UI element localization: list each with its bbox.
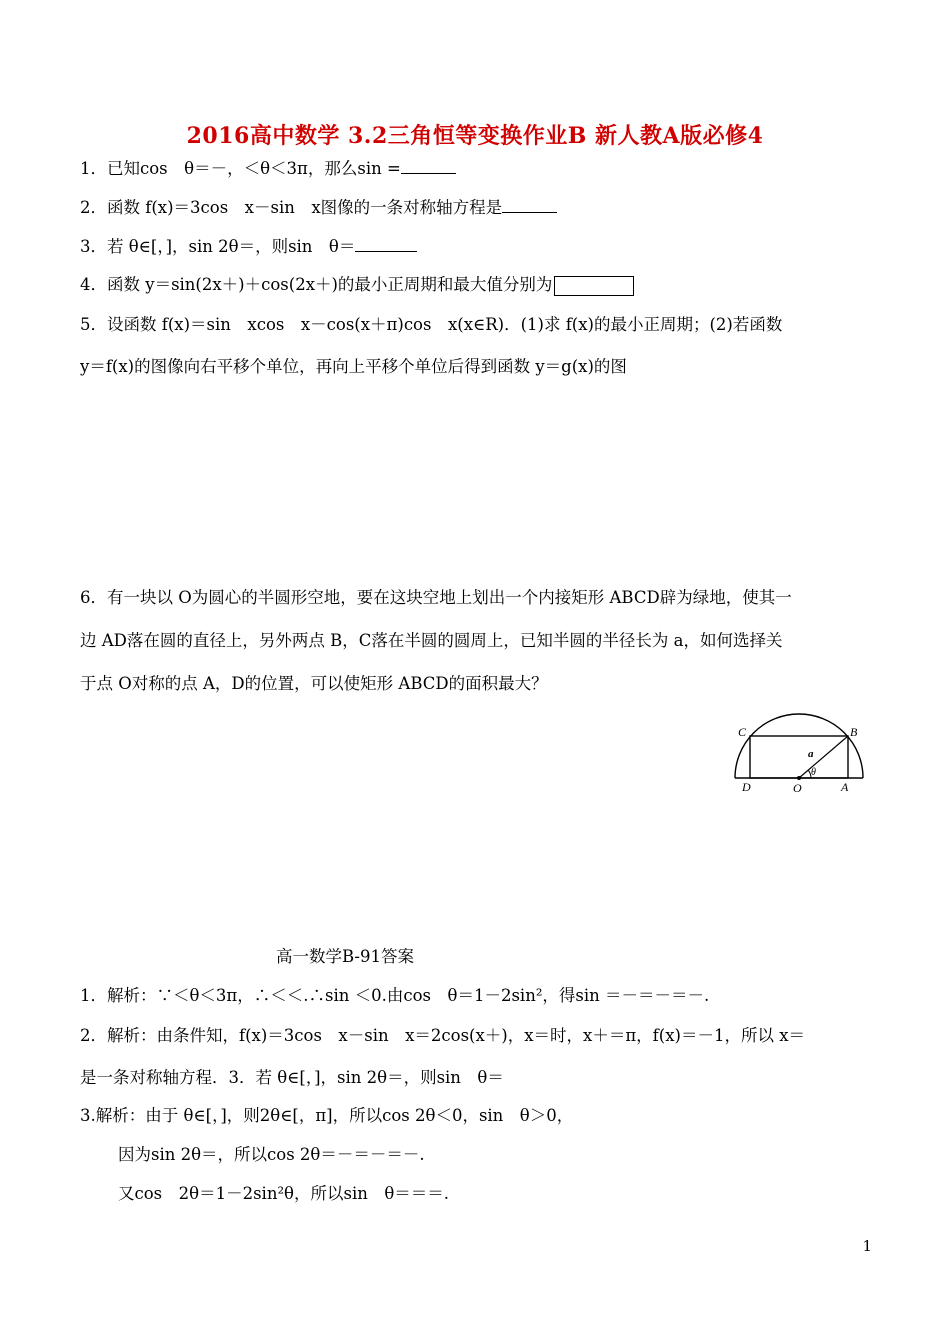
question-2-text: 2．函数 f(x)＝3cos x－sin x图像的一条对称轴方程是 bbox=[80, 198, 503, 217]
answer-blank bbox=[355, 237, 417, 252]
question-2 bbox=[80, 194, 557, 218]
semicircle-arc bbox=[735, 714, 863, 778]
label-b: B bbox=[850, 725, 858, 739]
question-6-line-2: 边 AD落在圆的直径上，另外两点 B，C落在半圆的圆周上，已知半圆的半径长为 a，如何选择关 bbox=[80, 631, 783, 650]
question-5-line-2: y＝f(x)的图像向右平移个单位，再向上平移个单位后得到函数 y＝g(x)的图 bbox=[80, 357, 627, 376]
label-c: C bbox=[738, 725, 747, 739]
question-6-line-3: 于点 O对称的点 A，D的位置，可以使矩形 ABCD的面积最大？ bbox=[80, 674, 548, 693]
answer-2-line-1: 2．解析：由条件知，f(x)＝3cos x－sin x＝2cos(x＋)，x＝时，x＋＝π，f(x)＝－1，所以 x＝ bbox=[80, 1026, 806, 1045]
question-1-text: 1．已知cos θ＝－，＜θ＜3π，那么sin = bbox=[80, 159, 401, 178]
answer-blank bbox=[502, 198, 557, 213]
answer-3-line-2: 因为sin 2θ＝，所以cos 2θ＝－＝－＝－. bbox=[118, 1145, 425, 1164]
page-number: 1 bbox=[862, 1237, 872, 1255]
semicircle-rectangle-figure bbox=[725, 705, 875, 805]
question-3 bbox=[80, 233, 417, 257]
answer-box bbox=[554, 276, 634, 296]
label-d: D bbox=[742, 780, 751, 794]
answer-1: 1．解析：∵＜θ＜3π，∴＜＜.∴sin ＜0.由cos θ＝1－2sin²，得sin ＝－＝－＝－. bbox=[80, 986, 710, 1005]
question-4-text: 4．函数 y＝sin(2x＋)＋cos(2x＋)的最小正周期和最大值分别为 bbox=[80, 275, 553, 294]
answer-3-line-3: 又cos 2θ＝1－2sin²θ，所以sin θ＝＝＝. bbox=[118, 1184, 450, 1203]
question-5-line-1: 5．设函数 f(x)＝sin xcos x－cos(x＋π)cos x(x∈R)．(1)求 f(x)的最小正周期；(2)若函数 bbox=[80, 315, 783, 334]
question-4 bbox=[80, 271, 634, 296]
question-6-line-1: 6．有一块以 O为圆心的半圆形空地，要在这块空地上划出一个内接矩形 ABCD辟为绿地，使其一 bbox=[80, 588, 792, 607]
label-o: O bbox=[793, 781, 802, 795]
document-title: 2016高中数学 3.2三角恒等变换作业B 新人教A版必修4 bbox=[186, 123, 764, 149]
radius-line bbox=[799, 736, 848, 778]
answers-heading: 高一数学B-91答案 bbox=[275, 947, 414, 966]
question-1 bbox=[80, 155, 456, 179]
answer-3-line-1: 3.解析：由于 θ∈[，]，则2θ∈[，π]，所以cos 2θ＜0，sin θ＞0， bbox=[80, 1106, 574, 1125]
label-a: A bbox=[841, 780, 849, 794]
center-point bbox=[797, 776, 801, 780]
answer-blank bbox=[401, 159, 456, 174]
answer-2-line-2: 是一条对称轴方程．3．若 θ∈[，]，sin 2θ＝，则sin θ＝ bbox=[80, 1068, 504, 1087]
label-theta: θ bbox=[811, 767, 816, 778]
label-radius-a: a bbox=[808, 748, 814, 760]
question-3-text: 3．若 θ∈[，]，sin 2θ＝，则sin θ＝ bbox=[80, 237, 356, 256]
inscribed-rectangle bbox=[750, 736, 848, 778]
